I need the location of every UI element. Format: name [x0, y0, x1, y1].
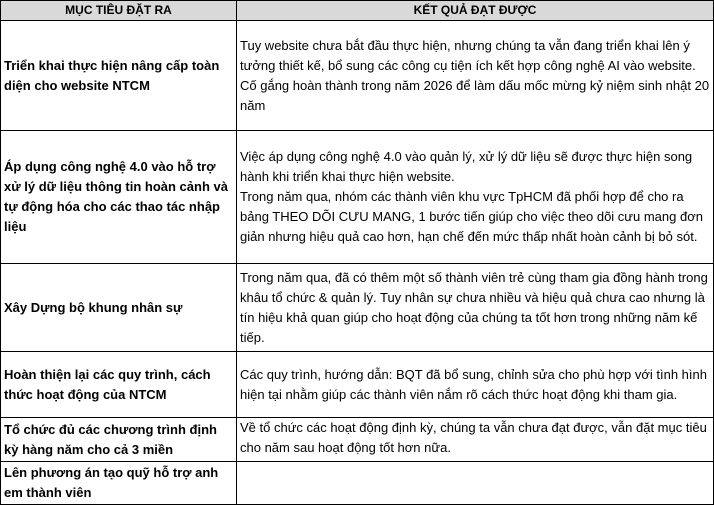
- result-cell: [237, 264, 714, 352]
- result-paragraph: Cố gắng hoàn thành trong năm 2026 để làm dấu mốc mừng kỷ niệm sinh nhật 20 năm: [240, 77, 710, 113]
- goal-cell: Lên phương án tạo quỹ hỗ trợ anh em thành viên: [1, 462, 237, 505]
- result-cell: [237, 131, 714, 264]
- table-row: [1, 418, 714, 462]
- result-paragraph: Trong năm qua, nhóm các thành viên khu vực TpHCM đã phối hợp để cho ra bảng THEO DÕI CƯU MANG, 1 bước tiến giúp cho việc theo dõi cưu mang đơn giản nhưng hiệu quả cao hơn, hạn chế đến mức thấp nhất hoàn cảnh bị bỏ sót.: [240, 189, 703, 244]
- result-paragraph: Trong năm qua, đã có thêm một số thành viên trẻ cùng tham gia đồng hành trong khâu tổ chức & quản lý. Tuy nhân sự chưa nhiều và hiệu quả chưa cao nhưng là tín hiệu khả quan giúp cho hoạt động của chúng ta tốt hơn trong những năm kế tiếp.: [240, 269, 708, 345]
- result-paragraph: Tuy website chưa bắt đầu thực hiện, nhưng chúng ta vẫn đang triển khai lên ý tưởng thiết kế, bổ sung các công cụ tiện ích kết hợp công nghệ AI vào website.: [240, 37, 696, 73]
- result-paragraph: Các quy trình, hướng dẫn: BQT đã bổ sung, chỉnh sửa cho phù hợp với tình hình hiện tại nhằm giúp các thành viên nắm rõ cách thức hoạt động khi tham gia.: [240, 366, 707, 402]
- goal-cell: Xây Dựng bộ khung nhân sự: [1, 264, 237, 352]
- table-row: [1, 21, 714, 131]
- header-goal: MỤC TIÊU ĐẶT RA: [1, 1, 237, 21]
- header-result: KẾT QUẢ ĐẠT ĐƯỢC: [237, 1, 714, 21]
- result-cell: [237, 21, 714, 131]
- result-cell: [237, 352, 714, 418]
- header-row: [1, 1, 714, 21]
- table-row: [1, 352, 714, 418]
- table-row: [1, 462, 714, 505]
- goal-cell: Triển khai thực hiện nâng cấp toàn diện cho website NTCM: [1, 21, 237, 131]
- table-row: [1, 264, 714, 352]
- result-cell: [237, 462, 714, 505]
- table-row: [1, 131, 714, 264]
- goal-cell: Tổ chức đủ các chương trình định kỳ hàng năm cho cả 3 miền: [1, 418, 237, 462]
- goal-cell: Áp dụng công nghệ 4.0 vào hỗ trợ xử lý dữ liệu thông tin hoàn cảnh và tự động hóa cho các thao tác nhập liệu: [1, 131, 237, 264]
- goal-cell: Hoàn thiện lại các quy trình, cách thức hoạt động của NTCM: [1, 352, 237, 418]
- result-paragraph: Về tổ chức các hoạt động định kỳ, chúng ta vẫn chưa đạt được, vẫn đặt mục tiêu cho năm sau hoạt động tốt hơn nữa.: [240, 420, 707, 455]
- result-paragraph: Việc áp dụng công nghệ 4.0 vào quản lý, xử lý dữ liệu sẽ được thực hiện song hành khi triển khai thực hiện website.: [240, 149, 693, 184]
- result-cell: [237, 418, 714, 462]
